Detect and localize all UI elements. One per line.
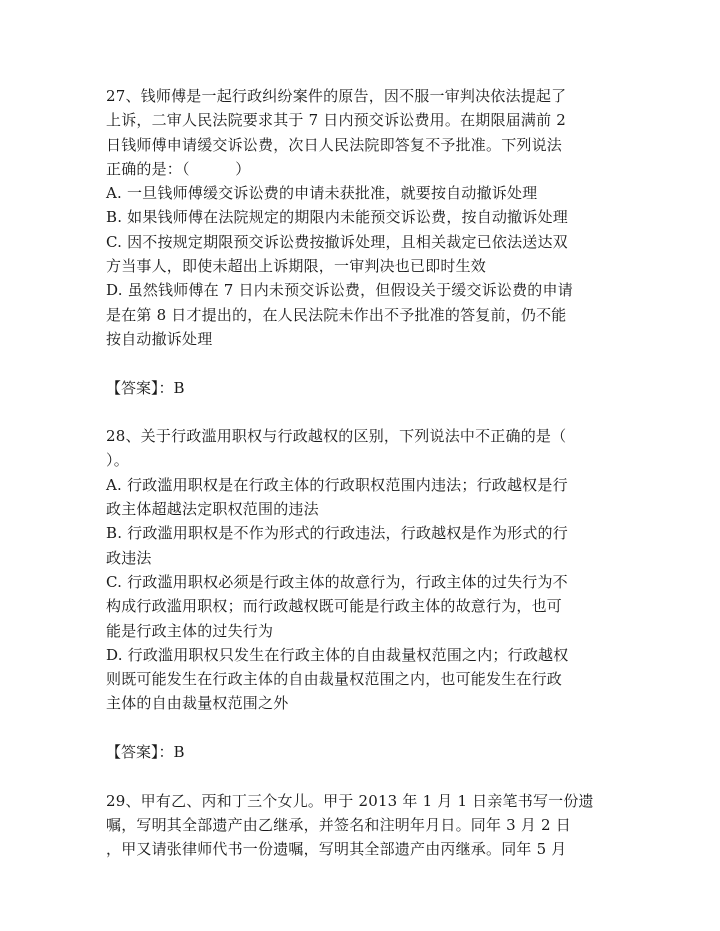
question-stem-line: 28、关于行政滥用职权与行政越权的区别，下列说法中不正确的是（ [106,427,567,446]
option-c: C. 因不按规定期限预交诉讼费按撤诉处理，且相关裁定已依法送达双 [106,232,568,251]
question-27 [106,84,606,424]
option-b: B. 行政滥用职权是不作为形式的行政违法，行政越权是作为形式的行 [106,524,568,543]
question-stem-line: 嘱，写明其全部遗产由乙继承，并签名和注明年月日。同年 3 月 2 日 [106,815,571,834]
option-b: B. 如果钱师傅在法院规定的期限内未能预交诉讼费，按自动撤诉处理 [106,208,568,227]
question-stem-line: ，甲又请张律师代书一份遗嘱，写明其全部遗产由丙继承。同年 5 月 [106,840,567,859]
option-a-continued: 政主体超越法定职权范围的违法 [106,500,319,519]
question-stem-line: 29、甲有乙、丙和丁三个女儿。甲于 2013 年 1 月 1 日亲笔书写一份遗 [106,791,594,810]
answer-line: 【答案】：B [106,743,185,762]
option-d-continued: 主体的自由裁量权范围之外 [106,694,289,713]
option-c-continued: 方当事人，即使未超出上诉期限，一审判决也已即时生效 [106,257,487,276]
option-a: A. 一旦钱师傅缓交诉讼费的申请未获批准，就要按自动撤诉处理 [106,184,538,203]
answer-line: 【答案】：B [106,378,185,397]
option-d-continued: 则既可能发生在行政主体的自由裁量权范围之内，也可能发生在行政 [106,670,563,689]
question-stem-line: ）。 [106,451,129,470]
question-stem-line: 上诉，二审人民法院要求其于 7 日内预交诉讼费用。在期限届满前 2 [106,111,566,130]
option-d-continued: 按自动撤诉处理 [106,329,213,348]
option-a: A. 行政滥用职权是在行政主体的行政职权范围内违法；行政越权是行 [106,475,568,494]
question-28 [106,424,606,788]
question-29 [106,789,606,862]
option-c-continued: 能是行政主体的过失行为 [106,621,274,640]
question-stem-line: 27、钱师傅是一起行政纠纷案件的原告，因不服一审判决依法提起了 [106,87,567,105]
option-d: D. 虽然钱师傅在 7 日内未预交诉讼费，但假设关于缓交诉讼费的申请 [106,281,573,300]
document-page [106,84,606,862]
question-stem-line: 正确的是：（ ） [106,159,251,178]
option-d-continued: 是在第 8 日才提出的，在人民法院未作出不予批准的答复前，仍不能 [106,305,567,324]
option-c-continued: 构成行政滥用职权；而行政越权既可能是行政主体的故意行为，也可 [106,597,563,616]
question-stem-line: 日钱师傅申请缓交诉讼费，次日人民法院即答复不予批准。下列说法 [106,135,563,154]
option-c: C. 行政滥用职权必须是行政主体的故意行为，行政主体的过失行为不 [106,572,568,591]
option-b-continued: 政违法 [106,548,152,567]
option-d: D. 行政滥用职权只发生在行政主体的自由裁量权范围之内；行政越权 [106,645,569,664]
